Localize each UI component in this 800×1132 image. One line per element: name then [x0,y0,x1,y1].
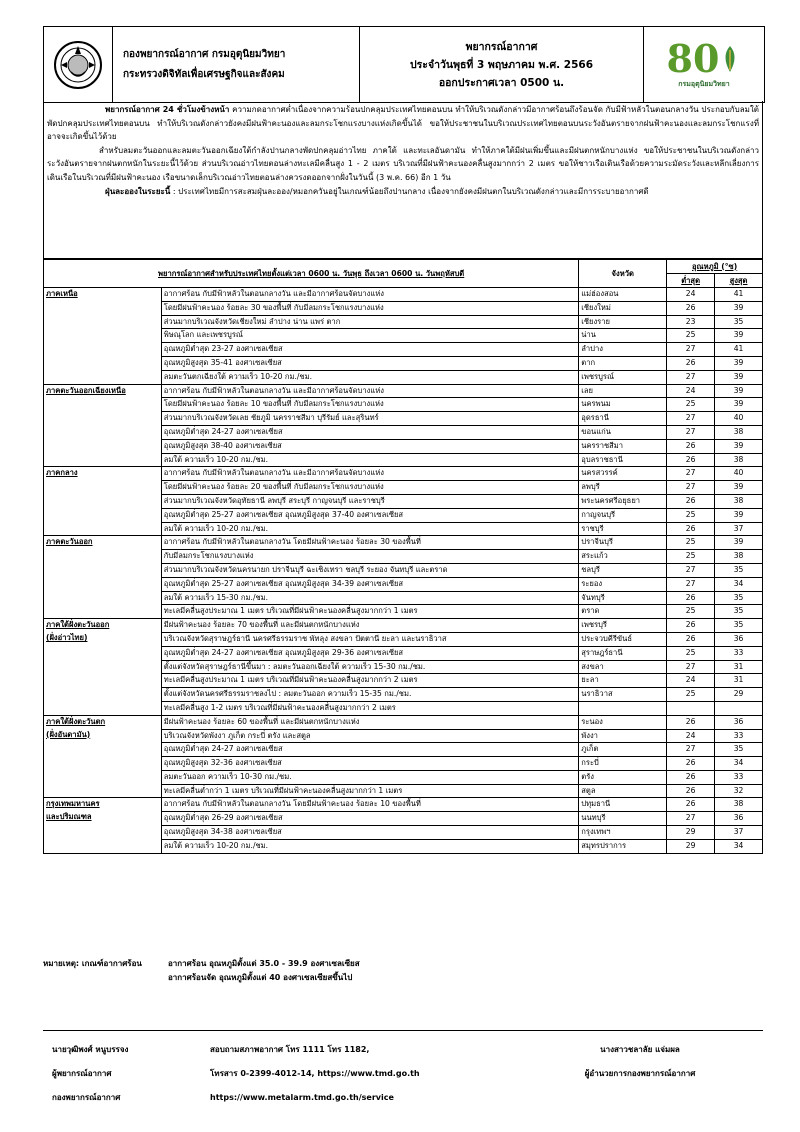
min-temp: 29 [667,839,715,853]
max-temp: 39 [715,536,763,550]
min-temp: 27 [667,563,715,577]
region-name-line: ภาคเหนือ [46,289,78,298]
min-temp: 27 [667,425,715,439]
province-name: นครราชสีมา [579,439,667,453]
province-name: อุบลราชธานี [579,453,667,467]
director-role: ผู้อำนวยการกองพยากรณ์อากาศ [584,1069,696,1078]
forecast-text: อากาศร้อน กับมีฟ้าหลัวในตอนกลางวัน และมีอากาศร้อนจัดบางแห่ง [161,384,579,398]
forecast-text: ทะเลมีคลื่นสูง 1-2 เมตร บริเวณที่มีฝนฟ้าคะนองคลื่นสูงมากกว่า 2 เมตร [161,701,579,715]
forecast-text: ลมตะวันออก ความเร็ว 10-30 กม./ชม. [161,770,579,784]
forecast-text: อากาศร้อน กับมีฟ้าหลัวในตอนกลางวัน และมีอากาศร้อนจัดบางแห่ง [161,288,579,302]
table-row [44,619,763,633]
forecast-text: อุณหภูมิสูงสุด 32-36 องศาเซลเซียส [161,757,579,771]
table-row [44,288,763,302]
forecast-text: ลมตะวันตกเฉียงใต้ ความเร็ว 10-20 กม./ชม. [161,370,579,384]
forecast-text: บริเวณจังหวัดสุราษฎร์ธานี นครศรีธรรมราช พัทลุง สงขลา ปัตตานี ยะลา และนราธิวาส [161,632,579,646]
min-temp: 23 [667,315,715,329]
min-temp: 24 [667,288,715,302]
anniversary-number: 80 [666,36,720,81]
heat-criteria-note [43,957,360,985]
province-name: ตราด [579,605,667,619]
min-temp: 26 [667,453,715,467]
anniversary-logo [644,27,764,102]
province-name: เชียงใหม่ [579,301,667,315]
max-temp: 31 [715,660,763,674]
min-temp: 25 [667,508,715,522]
forecast-text: ลมใต้ ความเร็ว 15-30 กม./ชม. [161,591,579,605]
max-temp: 38 [715,425,763,439]
max-temp: 35 [715,743,763,757]
province-name: ขอนแก่น [579,425,667,439]
max-temp: 39 [715,329,763,343]
max-temp: 38 [715,494,763,508]
document-header [43,26,765,103]
min-temp: 26 [667,522,715,536]
max-temp: 38 [715,798,763,812]
forecast-text: บริเวณจังหวัดพังงา ภูเก็ต กระบี่ ตรัง และสตูล [161,729,579,743]
min-temp: 26 [667,632,715,646]
max-temp: 40 [715,412,763,426]
region-name-line: ภาคใต้ฝั่งตะวันตก [46,716,106,726]
max-temp: 39 [715,439,763,453]
max-temp: 39 [715,384,763,398]
note-hot-criteria: อากาศร้อน อุณหภูมิตั้งแต่ 35.0 - 39.9 องศาเซลเซียส [168,959,360,968]
min-temp: 25 [667,329,715,343]
min-temp: 24 [667,674,715,688]
regional-forecast-table [43,259,763,854]
min-temp [667,701,715,715]
province-name: นครพนม [579,398,667,412]
forecast-text: มีฝนฟ้าคะนอง ร้อยละ 70 ของพื้นที่ และมีฝนตกหนักบางแห่ง [161,619,579,633]
max-temp: 37 [715,522,763,536]
max-temp: 36 [715,812,763,826]
min-temp-column-header: ต่ำสุด [667,274,715,288]
forecast-text: อุณหภูมิต่ำสุด 24-27 องศาเซลเซียส [161,743,579,757]
min-temp: 24 [667,729,715,743]
province-name: สงขลา [579,660,667,674]
contact-fax-website[interactable]: โทรสาร 0-2399-4012-14, https://www.tmd.go.th [210,1069,420,1078]
max-temp: 38 [715,453,763,467]
dust-text: : ประเทศไทยมีการสะสมฝุ่นละออง/หมอกควันอยู่ในเกณฑ์น้อยถึงปานกลาง เนื่องจากยังคงมีฝนตกในบริเวณดังกล่าวและมีการระบายอากาศดี [170,186,649,196]
region-name [44,619,162,716]
forecast-summary [43,101,763,259]
min-temp: 24 [667,384,715,398]
forecast-title-block [360,27,644,102]
province-name: ตาก [579,356,667,370]
province-name: ลพบุรี [579,481,667,495]
forecast-text: ตั้งแต่จังหวัดนครศรีธรรมราชลงไป : ลมตะวันออก ความเร็ว 15-35 กม./ชม. [161,688,579,702]
forecast-text: โดยมีฝนฟ้าคะนอง ร้อยละ 10 ของพื้นที่ กับมีลมกระโชกแรงบางแห่ง [161,398,579,412]
min-temp: 27 [667,481,715,495]
max-temp: 35 [715,619,763,633]
min-temp: 26 [667,591,715,605]
summary-paragraph-3 [47,185,759,199]
forecaster-signature-block [52,1038,128,1110]
region-name-line: (ฝั่งอันดามัน) [46,729,91,739]
forecast-text: อุณหภูมิต่ำสุด 25-27 องศาเซลเซียส อุณหภูมิสูงสุด 34-39 องศาเซลเซียส [161,577,579,591]
province-column-header: จังหวัด [579,260,667,288]
max-temp: 39 [715,356,763,370]
province-name: แม่ฮ่องสอน [579,288,667,302]
min-temp: 27 [667,370,715,384]
province-name: ระยอง [579,577,667,591]
min-temp: 27 [667,812,715,826]
summary-paragraph-1 [47,103,759,144]
max-temp-column-header: สูงสุด [715,274,763,288]
max-temp: 35 [715,591,763,605]
max-temp: 39 [715,508,763,522]
max-temp: 34 [715,577,763,591]
forecast-text: อุณหภูมิต่ำสุด 23-27 องศาเซลเซียส [161,343,579,357]
issue-time: ออกประกาศเวลา 0500 น. [438,76,565,89]
forecast-date: ประจำวันพุธที่ 3 พฤษภาคม พ.ศ. 2566 [410,58,593,71]
province-name: ภูเก็ต [579,743,667,757]
table-row [44,384,763,398]
province-name: ปทุมธานี [579,798,667,812]
forecast-text: อุณหภูมิสูงสุด 35-41 องศาเซลเซียส [161,356,579,370]
min-temp: 26 [667,757,715,771]
province-name: ชลบุรี [579,563,667,577]
forecast-text: อุณหภูมิต่ำสุด 24-27 องศาเซลเซียส อุณหภูมิสูงสุด 29-36 องศาเซลเซียส [161,646,579,660]
region-name [44,467,162,536]
region-name [44,715,162,798]
max-temp: 36 [715,632,763,646]
summary-lead: พยากรณ์อากาศ 24 ชั่วโมงข้างหน้า [105,105,230,114]
min-temp: 27 [667,467,715,481]
min-temp: 25 [667,536,715,550]
min-temp: 26 [667,301,715,315]
province-name: นนทบุรี [579,812,667,826]
forecast-text: อากาศร้อน กับมีฟ้าหลัวในตอนกลางวัน โดยมีฝนฟ้าคะนอง ร้อยละ 10 ของพื้นที่ [161,798,579,812]
region-name-line: และปริมณฑล [46,812,92,822]
max-temp: 32 [715,784,763,798]
forecast-text: ตั้งแต่จังหวัดสุราษฎร์ธานีขึ้นมา : ลมตะวันออกเฉียงใต้ ความเร็ว 15-30 กม./ชม. [161,660,579,674]
forecast-text: ลมใต้ ความเร็ว 10-20 กม./ชม. [161,453,579,467]
forecast-text: อากาศร้อน กับมีฟ้าหลัวในตอนกลางวัน และมีอากาศร้อนจัดบางแห่ง [161,467,579,481]
forecast-text: ส่วนมากบริเวณจังหวัดนครนายก ปราจีนบุรี ฉะเชิงเทรา ชลบุรี ระยอง จันทบุรี และตราด [161,563,579,577]
tmd-seal-icon [53,40,103,90]
max-temp: 39 [715,370,763,384]
max-temp: 33 [715,770,763,784]
region-name-line: ภาคใต้ฝั่งตะวันออก [46,620,110,630]
province-name [579,701,667,715]
forecast-text: อุณหภูมิสูงสุด 34-38 องศาเซลเซียส [161,826,579,840]
province-name: อุดรธานี [579,412,667,426]
max-temp: 39 [715,398,763,412]
region-name-line: ภาคกลาง [46,468,78,478]
min-temp: 26 [667,798,715,812]
province-name: สระแก้ว [579,550,667,564]
region-name [44,536,162,619]
forecast-text: ลมใต้ ความเร็ว 10-20 กม./ชม. [161,839,579,853]
min-temp: 25 [667,398,715,412]
province-name: ระนอง [579,715,667,729]
forecaster-role: ผู้พยากรณ์อากาศ [52,1069,112,1078]
forecast-text: กับมีลมกระโชกแรงบางแห่ง [161,550,579,564]
forecast-text: โดยมีฝนฟ้าคะนอง ร้อยละ 20 ของพื้นที่ กับมีลมกระโชกแรงบางแห่ง [161,481,579,495]
anniversary-caption: กรมอุตุนิยมวิทยา [678,80,730,88]
region-name [44,288,162,385]
forecast-text: ส่วนมากบริเวณจังหวัดเลย ชัยภูมิ นครราชสีมา บุรีรัมย์ และสุรินทร์ [161,412,579,426]
forecast-text: พิษณุโลก และเพชรบูรณ์ [161,329,579,343]
province-name: ยะลา [579,674,667,688]
forecast-text: อากาศร้อน กับมีฟ้าหลัวในตอนกลางวัน โดยมีฝนฟ้าคะนอง ร้อยละ 30 ของพื้นที่ [161,536,579,550]
max-temp: 29 [715,688,763,702]
region-name [44,798,162,853]
min-temp: 26 [667,784,715,798]
province-name: ราชบุรี [579,522,667,536]
min-temp: 25 [667,550,715,564]
min-temp: 29 [667,826,715,840]
org-line-1: กองพยากรณ์อากาศ กรมอุตุนิยมวิทยา [123,48,286,60]
max-temp: 31 [715,674,763,688]
min-temp: 26 [667,494,715,508]
forecast-text: ลมใต้ ความเร็ว 10-20 กม./ชม. [161,522,579,536]
province-name: พังงา [579,729,667,743]
province-name: สตูล [579,784,667,798]
province-name: จันทบุรี [579,591,667,605]
note-very-hot-criteria: อากาศร้อนจัด อุณหภูมิตั้งแต่ 40 องศาเซลเซียสขึ้นไป [168,973,353,982]
min-temp: 26 [667,770,715,784]
province-name: ตรัง [579,770,667,784]
province-name: พระนครศรีอยุธยา [579,494,667,508]
region-name-line: ภาคตะวันออกเฉียงเหนือ [46,385,126,395]
organization-name [113,27,360,102]
min-temp: 27 [667,343,715,357]
max-temp: 40 [715,467,763,481]
max-temp: 39 [715,301,763,315]
min-temp: 27 [667,743,715,757]
forecast-table-body [44,288,763,854]
province-name: นราธิวาส [579,688,667,702]
max-temp: 34 [715,757,763,771]
max-temp: 33 [715,729,763,743]
min-temp: 25 [667,605,715,619]
min-temp: 27 [667,412,715,426]
director-signature-block [540,1038,740,1086]
min-temp: 27 [667,660,715,674]
min-temp: 27 [667,577,715,591]
director-name: นางสาวชลาลัย แจ่มผล [600,1045,680,1054]
province-name: สุราษฎร์ธานี [579,646,667,660]
max-temp: 36 [715,715,763,729]
table-row [44,715,763,729]
forecast-text: ทะเลมีคลื่นต่ำกว่า 1 เมตร บริเวณที่มีฝนฟ้าคะนองคลื่นสูงมากกว่า 1 เมตร [161,784,579,798]
province-name: ประจวบคีรีขันธ์ [579,632,667,646]
min-temp: 25 [667,646,715,660]
max-temp: 35 [715,563,763,577]
table-row [44,467,763,481]
tmd-seal-logo [44,27,113,102]
contact-metalarm-link[interactable]: https://www.metalarm.tmd.go.th/service [210,1093,394,1102]
province-name: เพชรบูรณ์ [579,370,667,384]
leaf-emblem-icon [719,44,741,74]
province-name: เชียงราย [579,315,667,329]
region-name-line: ภาคตะวันออก [46,537,93,547]
min-temp: 26 [667,356,715,370]
forecast-text: อุณหภูมิต่ำสุด 25-27 องศาเซลเซียส อุณหภูมิสูงสุด 37-40 องศาเซลเซียส [161,508,579,522]
province-name: น่าน [579,329,667,343]
min-temp: 25 [667,688,715,702]
province-name: ลำปาง [579,343,667,357]
note-label: หมายเหตุ: เกณฑ์อากาศร้อน [43,959,142,968]
min-temp: 26 [667,619,715,633]
table-row [44,536,763,550]
max-temp: 41 [715,288,763,302]
forecast-text: ส่วนมากบริเวณจังหวัดเชียงใหม่ ลำปาง น่าน แพร่ ตาก [161,315,579,329]
region-name-line: กรุงเทพมหานคร [46,799,100,809]
footer-divider [43,1030,763,1031]
province-name: กระบี่ [579,757,667,771]
max-temp: 33 [715,646,763,660]
forecast-text: ทะเลมีคลื่นสูงประมาณ 1 เมตร บริเวณที่มีฝนฟ้าคะนองคลื่นสูงมากกว่า 1 เมตร [161,605,579,619]
province-name: เพชรบุรี [579,619,667,633]
region-name [44,384,162,467]
forecast-text: อุณหภูมิต่ำสุด 26-29 องศาเซลเซียส [161,812,579,826]
forecast-text: อุณหภูมิต่ำสุด 24-27 องศาเซลเซียส [161,425,579,439]
contact-info-block [210,1038,420,1110]
province-name: นครสวรรค์ [579,467,667,481]
forecast-text: ส่วนมากบริเวณจังหวัดอุทัยธานี ลพบุรี สระบุรี กาญจนบุรี และราชบุรี [161,494,579,508]
max-temp [715,701,763,715]
table-row [44,798,763,812]
max-temp: 35 [715,315,763,329]
dust-lead: ฝุ่นละอองในระยะนี้ [105,186,171,196]
max-temp: 38 [715,550,763,564]
region-name-line: (ฝั่งอ่าวไทย) [46,632,88,642]
forecaster-department: กองพยากรณ์อากาศ [52,1093,121,1102]
province-name: กาญจนบุรี [579,508,667,522]
max-temp: 34 [715,839,763,853]
province-name: ปราจีนบุรี [579,536,667,550]
temperature-column-header: อุณหภูมิ (°ซ) [667,260,763,274]
min-temp: 26 [667,715,715,729]
forecaster-name: นายวุฒิพงศ์ หนูบรรจง [52,1045,129,1054]
province-name: กรุงเทพฯ [579,826,667,840]
forecast-text: อุณหภูมิสูงสุด 38-40 องศาเซลเซียส [161,439,579,453]
forecast-text: ทะเลมีคลื่นสูงประมาณ 1 เมตร บริเวณที่มีฝนฟ้าคะนองคลื่นสูงมากกว่า 2 เมตร [161,674,579,688]
province-name: สมุทรปราการ [579,839,667,853]
contact-phone: สอบถามสภาพอากาศ โทร 1111 โทร 1182, [210,1045,370,1054]
forecast-text: มีฝนฟ้าคะนอง ร้อยละ 60 ของพื้นที่ และมีฝนตกหนักบางแห่ง [161,715,579,729]
summary-text: ความกดอากาศต่ำเนื่องจากความร้อนปกคลุมประเทศไทยตอนบน ทำให้บริเวณดังกล่าวมีอากาศร้อนถึงร้อนจัด กับมีฟ้าหลัวในตอนกลางวัน ประกอบกับลมใต้พัดปกคลุมประเทศไทยตอนบน ทำให้บริเวณดังกล่าวยังคงมีฝนฟ้าคะนองและลมกระโชกแรงบางแห่งเกิดขึ้นได้ ขอให้ประชาชนในบริเวณประเทศไทยตอนบนระวังอันตรายจากฝนฟ้าคะนองและลมกระโชกแรงที่อาจจะเกิดขึ้นไว้ด้วย [47,105,760,142]
min-temp: 26 [667,439,715,453]
forecast-text: โดยมีฝนฟ้าคะนอง ร้อยละ 30 ของพื้นที่ กับมีลมกระโชกแรงบางแห่ง [161,301,579,315]
max-temp: 35 [715,605,763,619]
document-title: พยากรณ์อากาศ [465,40,538,53]
max-temp: 41 [715,343,763,357]
max-temp: 37 [715,826,763,840]
forecast-column-header: พยากรณ์อากาศสำหรับประเทศไทยตั้งแต่เวลา 0600 น. วันพุธ ถึงเวลา 0600 น. วันพฤหัสบดี [44,260,579,288]
max-temp: 39 [715,481,763,495]
org-line-2: กระทรวงดิจิทัลเพื่อเศรษฐกิจและสังคม [123,68,285,80]
summary-paragraph-2: สำหรับลมตะวันออกและลมตะวันออกเฉียงใต้กำลังปานกลางพัดปกคลุมอ่าวไทย ภาคใต้ และทะเลอันดามัน ทำให้ภาคใต้มีฝนเพิ่มขึ้นและมีฝนตกหนักบางแห่ง ขอให้ประชาชนในบริเวณดังกล่าวระวังอันตรายจากฝนตกหนักในระยะนี้ไว้ด้วย ส่วนบริเวณอ่าวไทยตอนล่างทะเลมีคลื่นสูง 1 - 2 เมตร บริเวณที่มีฝนฟ้าคะนองคลื่นสูงมากกว่า 2 เมตร ขอให้ชาวเรือเดินเรือด้วยความระมัดระวังและหลีกเลี่ยงการเดินเรือในบริเวณที่มีฝนฟ้าคะนอง เรือขนาดเล็กบริเวณอ่าวไทยตอนล่างควรงดออกจากฝั่งในวันนี้ (3 พ.ค. 66) อีก 1 วัน [47,145,759,182]
province-name: เลย [579,384,667,398]
